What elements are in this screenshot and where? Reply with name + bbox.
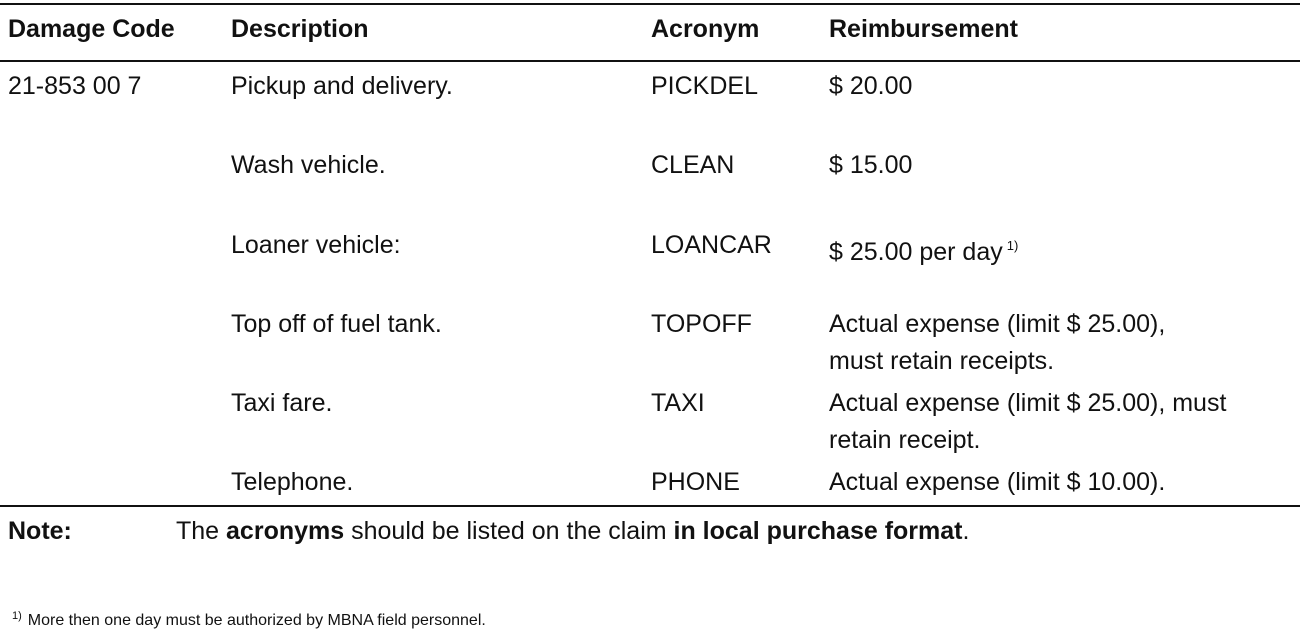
acronym-cell: LOANCAR [651,231,772,259]
description-cell: Loaner vehicle: [231,231,401,259]
description-cell: Wash vehicle. [231,151,386,179]
reimbursement-cell [829,227,1018,271]
reimbursement-cell-line-1: Actual expense (limit $ 25.00), must [829,389,1227,417]
footnote-text: More then one day must be authorized by MBNA field personnel. [27,612,486,629]
description-cell: Telephone. [231,468,354,496]
reimbursement-cell: $ 15.00 [829,151,913,179]
reimbursement-cell-line-1: Actual expense (limit $ 25.00), [829,310,1166,338]
damage-code-cell: 21-853 00 7 [8,72,142,100]
note-label: Note: [8,517,72,545]
note-text-part: should be listed on the claim [344,517,674,545]
acronym-cell: CLEAN [651,151,735,179]
description-cell: Top off of fuel tank. [231,310,442,338]
footnote [12,605,486,632]
note-text-bold-part: in local purchase format [673,517,963,545]
note-text [176,514,969,548]
acronym-cell: PICKDEL [651,72,758,100]
header-acronym: Acronym [651,15,760,43]
acronym-cell: TOPOFF [651,310,752,338]
header-description: Description [231,15,369,43]
note-text-bold-part: acronyms [226,517,345,545]
acronym-cell: TAXI [651,389,705,417]
header-reimbursement: Reimbursement [829,15,1018,43]
reimbursement-cell: $ 20.00 [829,72,913,100]
note-text-part: The [176,517,227,545]
reimbursement-text: $ 25.00 per day [829,238,1003,266]
reimbursement-cell-line-2: retain receipt. [829,426,981,454]
description-cell: Pickup and delivery. [231,72,453,100]
table-top-rule [0,3,1300,5]
footnote-mark: 1) [12,610,22,622]
header-damage-code: Damage Code [8,15,175,43]
reimbursement-cell: Actual expense (limit $ 10.00). [829,468,1166,496]
note-text-part: . [962,517,970,545]
reimbursement-cell-line-2: must retain receipts. [829,347,1055,375]
description-cell: Taxi fare. [231,389,333,417]
footnote-reference: 1) [1006,238,1019,253]
table-header-rule [0,60,1300,62]
table-bottom-rule [0,505,1300,507]
acronym-cell: PHONE [651,468,740,496]
